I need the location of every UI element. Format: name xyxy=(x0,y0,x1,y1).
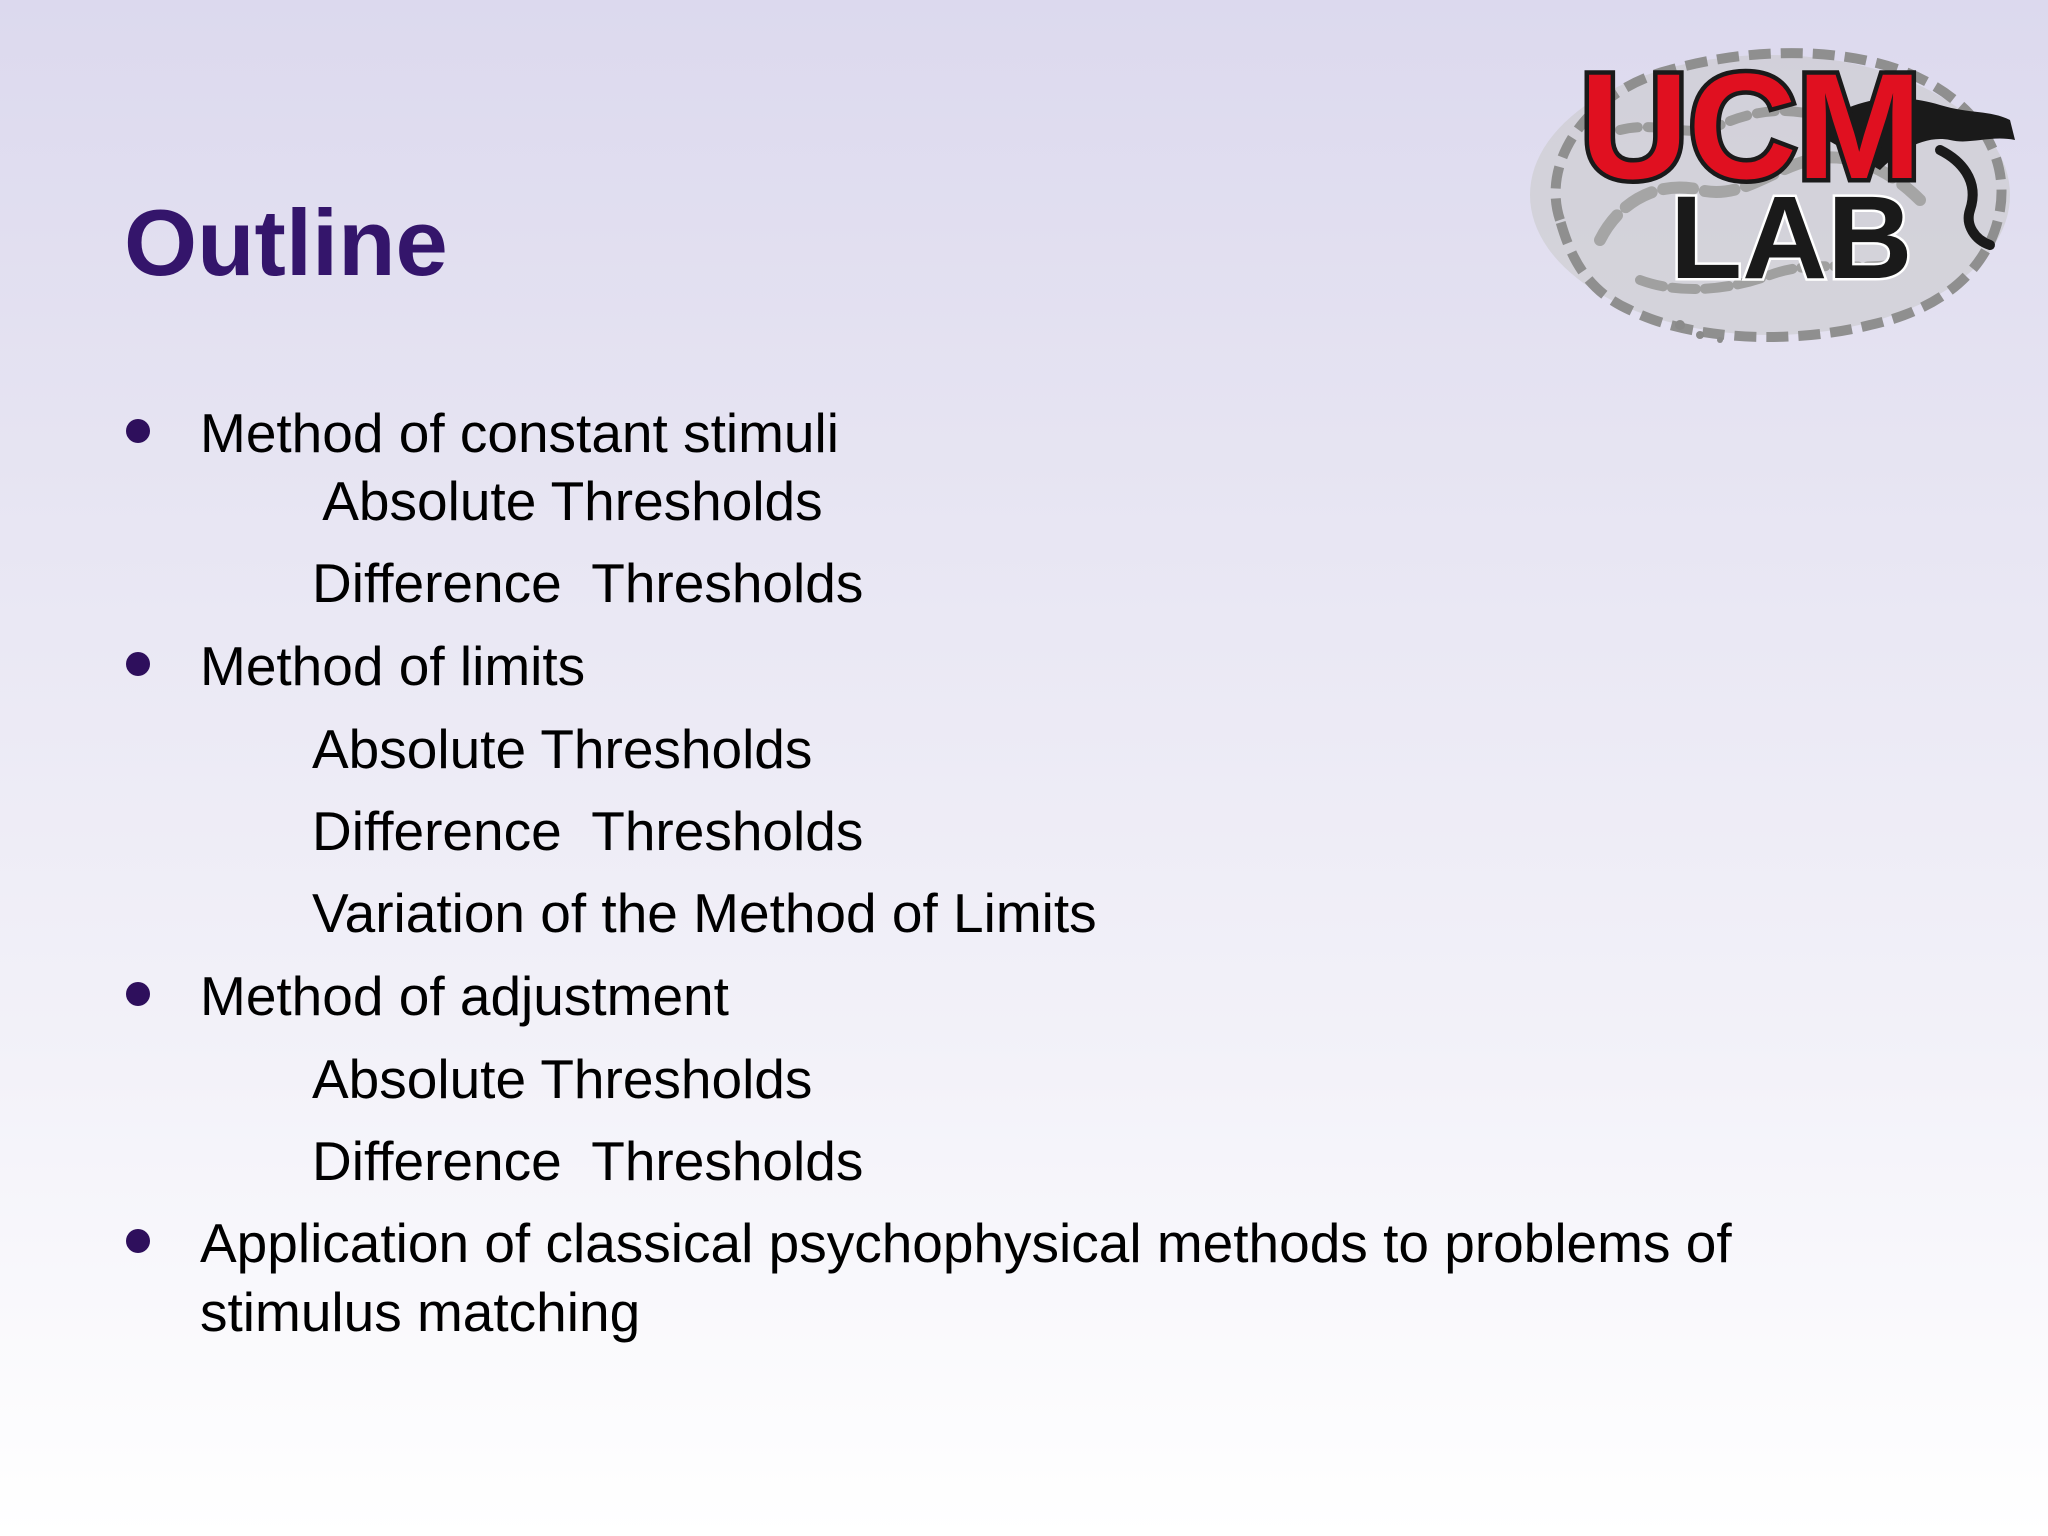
sub-item-label: Absolute Thresholds xyxy=(312,1048,813,1110)
bullet-item-label: Method of adjustment xyxy=(200,965,729,1027)
bullet-marker xyxy=(126,982,150,1006)
sub-item-label: Difference Thresholds xyxy=(312,552,864,614)
bullet-item-label: Application of classical psychophysical methods to problems of xyxy=(200,1212,1732,1274)
sub-item-label: Difference Thresholds xyxy=(312,1130,864,1192)
logo-text-lab: LAB xyxy=(1670,172,1913,304)
logo-text-ucm: UCM xyxy=(1580,42,1922,210)
sub-item-label: Absolute Thresholds xyxy=(312,718,813,780)
sub-item-label: Variation of the Method of Limits xyxy=(312,882,1097,944)
sub-item-label: Absolute Thresholds xyxy=(310,470,823,532)
bullet-item-label: Method of constant stimuli xyxy=(200,402,839,464)
bullet-marker xyxy=(126,1229,150,1253)
bullet-item-label-continuation: stimulus matching xyxy=(200,1281,641,1343)
bullet-marker xyxy=(126,419,150,443)
sub-item-label: Difference Thresholds xyxy=(312,800,864,862)
bullet-marker xyxy=(126,652,150,676)
slide-title: Outline xyxy=(124,190,448,295)
bullet-item-label: Method of limits xyxy=(200,635,586,697)
